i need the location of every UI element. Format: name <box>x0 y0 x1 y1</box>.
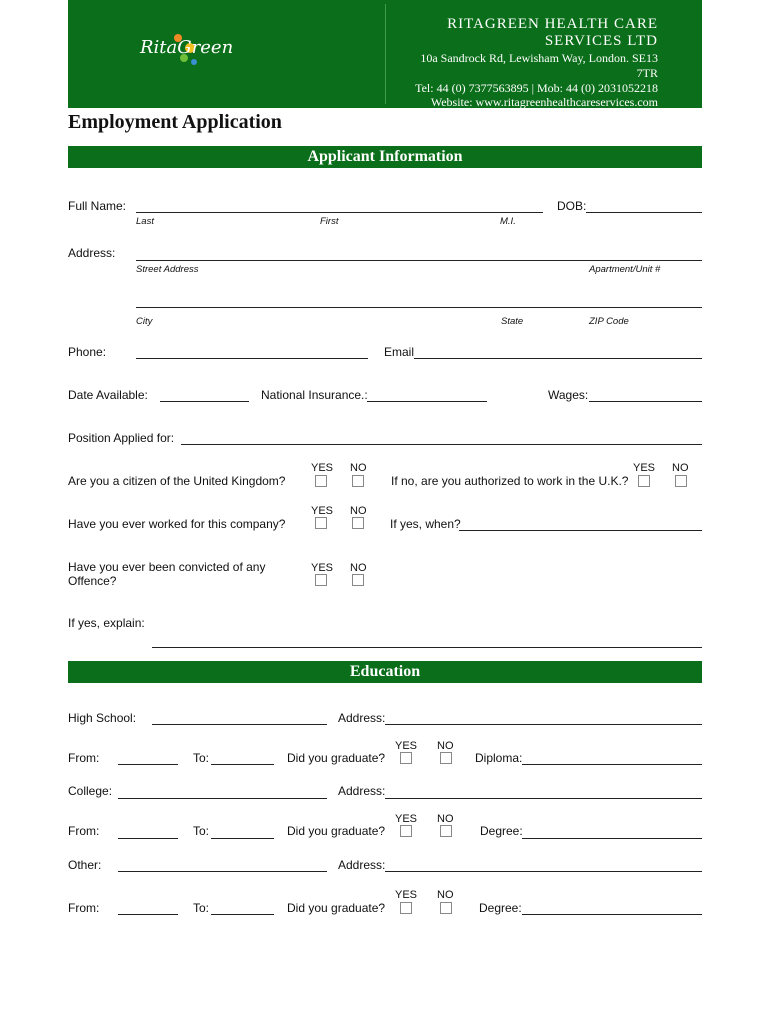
high-school-from-label: From: <box>68 751 100 765</box>
college-from-label: From: <box>68 824 100 838</box>
high-school-to-field[interactable] <box>211 764 274 765</box>
company-website: Website: www.ritagreenhealthcareservices.com <box>430 95 658 109</box>
worked-no-label: NO <box>350 505 367 517</box>
authorized-question: If no, are you authorized to work in the U.K.? <box>391 474 629 488</box>
citizen-yes-checkbox[interactable] <box>315 475 327 487</box>
other-to-field[interactable] <box>211 914 274 915</box>
college-to-field[interactable] <box>211 838 274 839</box>
other-no-label: NO <box>437 889 454 901</box>
street-address-hint: Street Address <box>136 264 199 275</box>
position-applied-label: Position Applied for: <box>68 431 175 445</box>
convicted-question-line2: Offence? <box>68 574 117 588</box>
college-label: College: <box>68 784 113 798</box>
explain-label: If yes, explain: <box>68 616 145 630</box>
worked-when-field[interactable] <box>459 530 702 531</box>
authorized-no-checkbox[interactable] <box>675 475 687 487</box>
first-name-hint: First <box>320 216 339 227</box>
company-address-line2: 7TR <box>636 66 658 80</box>
section-applicant-information: Applicant Information <box>68 146 702 168</box>
convicted-no-label: NO <box>350 562 367 574</box>
company-phone: Tel: 44 (0) 7377563895 | Mob: 44 (0) 2031052218 <box>415 81 658 95</box>
company-name-line2: SERVICES LTD <box>544 33 658 49</box>
last-name-hint: Last <box>136 216 154 227</box>
phone-field[interactable] <box>136 358 368 359</box>
company-address-line1: 10a Sandrock Rd, Lewisham Way, London. SE13 <box>420 51 658 65</box>
high-school-address-field[interactable] <box>385 724 702 725</box>
authorized-no-label: NO <box>672 462 689 474</box>
convicted-no-checkbox[interactable] <box>352 574 364 586</box>
college-yes-checkbox[interactable] <box>400 825 412 837</box>
apartment-hint: Apartment/Unit # <box>589 264 661 275</box>
position-applied-field[interactable] <box>181 444 702 445</box>
other-degree-field[interactable] <box>522 914 702 915</box>
form-title: Employment Application <box>68 111 282 133</box>
college-address-label: Address: <box>338 784 386 798</box>
city-state-zip-field[interactable] <box>136 307 702 308</box>
wages-label: Wages: <box>548 388 589 402</box>
section-education: Education <box>68 661 702 683</box>
other-school-field[interactable] <box>118 871 327 872</box>
high-school-field[interactable] <box>152 724 327 725</box>
national-insurance-label: National Insurance.: <box>261 388 368 402</box>
diploma-field[interactable] <box>522 764 702 765</box>
college-yes-label: YES <box>395 813 418 825</box>
dob-label: DOB: <box>557 199 587 213</box>
other-degree-label: Degree: <box>479 901 522 915</box>
citizen-yes-label: YES <box>311 462 334 474</box>
email-label: Email <box>384 345 415 359</box>
other-graduate-question: Did you graduate? <box>287 901 386 915</box>
authorized-yes-label: YES <box>633 462 656 474</box>
citizen-no-checkbox[interactable] <box>352 475 364 487</box>
other-from-field[interactable] <box>118 914 178 915</box>
college-field[interactable] <box>118 798 327 799</box>
college-degree-label: Degree: <box>480 824 523 838</box>
college-address-field[interactable] <box>385 798 702 799</box>
high-school-yes-checkbox[interactable] <box>400 752 412 764</box>
other-address-field[interactable] <box>385 871 702 872</box>
other-address-label: Address: <box>338 858 386 872</box>
high-school-label: High School: <box>68 711 137 725</box>
convicted-yes-checkbox[interactable] <box>315 574 327 586</box>
college-to-label: To: <box>193 824 210 838</box>
svg-text:RitaGreen: RitaGreen <box>140 37 234 58</box>
high-school-yes-label: YES <box>395 740 418 752</box>
other-no-checkbox[interactable] <box>440 902 452 914</box>
high-school-to-label: To: <box>193 751 210 765</box>
high-school-from-field[interactable] <box>118 764 178 765</box>
company-logo <box>138 28 248 70</box>
college-no-checkbox[interactable] <box>440 825 452 837</box>
other-to-label: To: <box>193 901 210 915</box>
college-degree-field[interactable] <box>522 838 702 839</box>
citizen-no-label: NO <box>350 462 367 474</box>
high-school-graduate-question: Did you graduate? <box>287 751 386 765</box>
explain-field[interactable] <box>152 647 702 648</box>
other-from-label: From: <box>68 901 100 915</box>
college-from-field[interactable] <box>118 838 178 839</box>
high-school-address-label: Address: <box>338 711 386 725</box>
address-label: Address: <box>68 246 116 260</box>
worked-yes-checkbox[interactable] <box>315 517 327 529</box>
worked-no-checkbox[interactable] <box>352 517 364 529</box>
full-name-label: Full Name: <box>68 199 127 213</box>
diploma-label: Diploma: <box>475 751 523 765</box>
middle-initial-hint: M.I. <box>500 216 516 227</box>
convicted-yes-label: YES <box>311 562 334 574</box>
date-available-label: Date Available: <box>68 388 148 402</box>
other-yes-label: YES <box>395 889 418 901</box>
full-name-field[interactable] <box>136 212 543 213</box>
college-graduate-question: Did you graduate? <box>287 824 386 838</box>
citizen-question: Are you a citizen of the United Kingdom? <box>68 474 286 488</box>
other-yes-checkbox[interactable] <box>400 902 412 914</box>
city-hint: City <box>136 316 153 327</box>
state-hint: State <box>501 316 524 327</box>
zip-hint: ZIP Code <box>589 316 629 327</box>
email-field[interactable] <box>414 358 702 359</box>
wages-field[interactable] <box>589 401 702 402</box>
date-available-field[interactable] <box>160 401 249 402</box>
convicted-question-line1: Have you ever been convicted of any <box>68 560 266 574</box>
other-label: Other: <box>68 858 102 872</box>
worked-when-label: If yes, when? <box>390 517 461 531</box>
college-no-label: NO <box>437 813 454 825</box>
company-name-line1: RITAGREEN HEALTH CARE <box>447 16 658 32</box>
high-school-no-label: NO <box>437 740 454 752</box>
phone-label: Phone: <box>68 345 107 359</box>
high-school-no-checkbox[interactable] <box>440 752 452 764</box>
authorized-yes-checkbox[interactable] <box>638 475 650 487</box>
worked-question: Have you ever worked for this company? <box>68 517 286 531</box>
worked-yes-label: YES <box>311 505 334 517</box>
dob-field[interactable] <box>586 212 702 213</box>
national-insurance-field[interactable] <box>367 401 487 402</box>
street-address-field[interactable] <box>136 260 702 261</box>
